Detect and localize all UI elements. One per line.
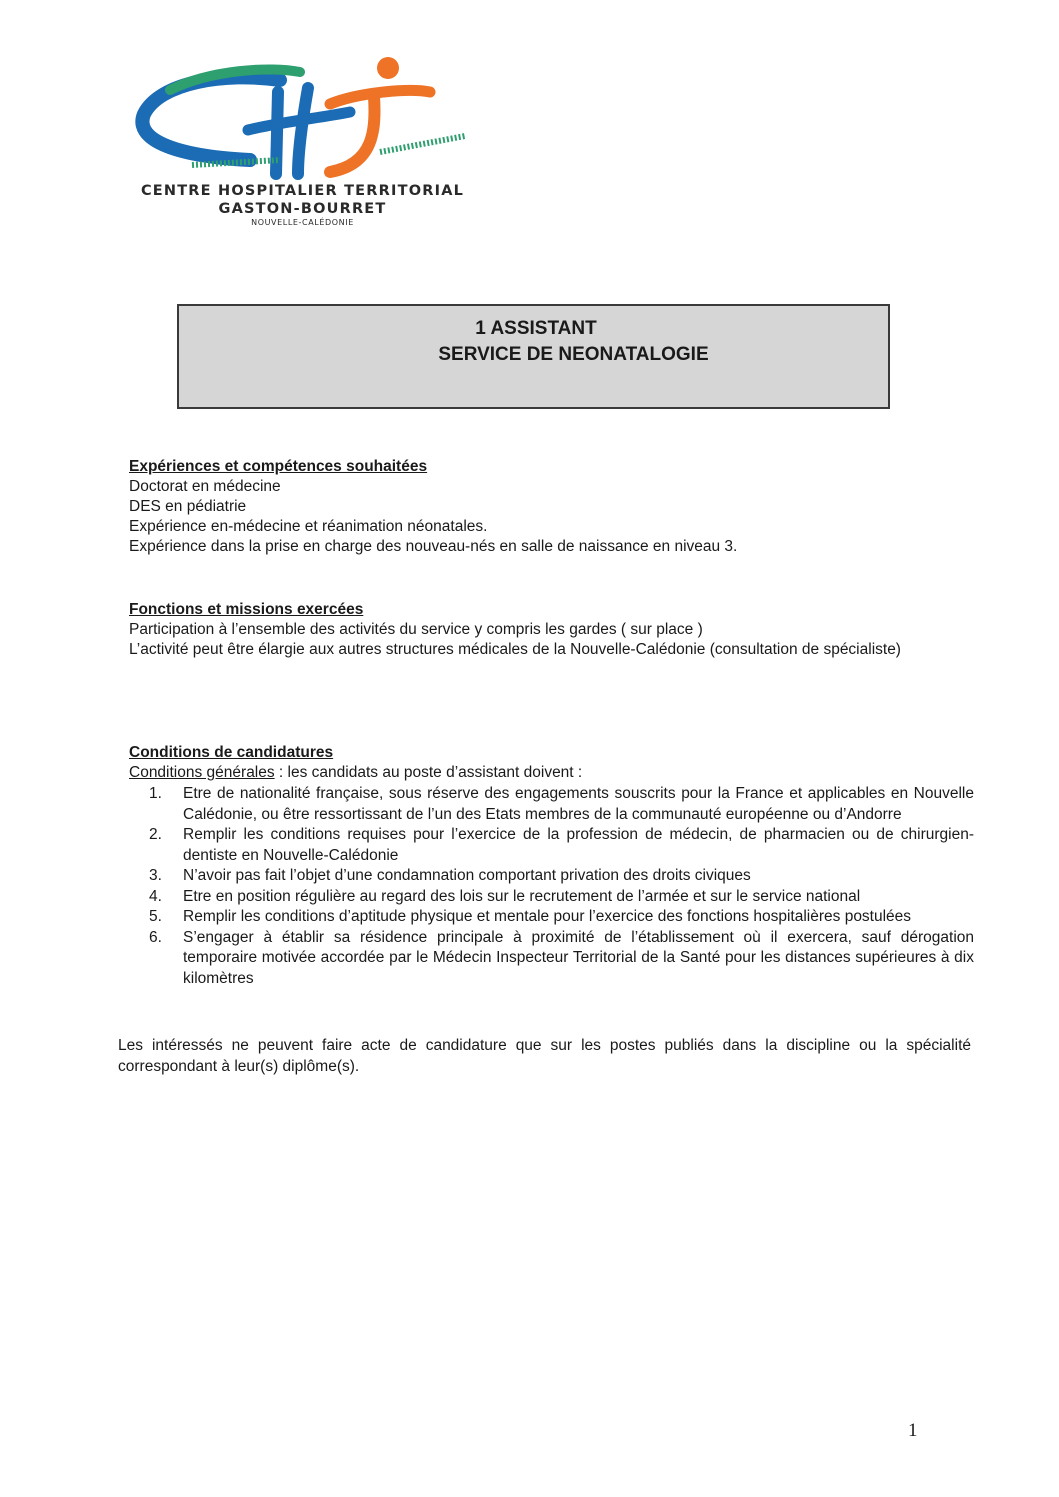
list-item [129, 825, 974, 866]
page-number: 1 [908, 1420, 918, 1441]
list-number: 1. [149, 785, 162, 802]
conditions-subheading: Conditions générales [129, 764, 275, 781]
list-number: 6. [149, 928, 162, 946]
list-number: 5. [149, 908, 162, 925]
job-title: 1 ASSISTANT [475, 318, 597, 339]
logo-text-line1: CENTRE HOSPITALIER TERRITORIAL [140, 183, 465, 199]
list-number: 4. [149, 887, 162, 905]
experiences-section [129, 457, 974, 557]
list-text: Etre de nationalité française, sous réserve des engagements souscrits pour la France et applicables en Nouvelle Calédonie, ou être ressortissant de l’un des Etats membres de la communauté européenne ou d’Andorre [183, 785, 974, 823]
fonctions-section [129, 600, 974, 660]
conditions-intro: : les candidats au poste d’assistant doivent : [274, 764, 583, 781]
list-item [129, 928, 974, 990]
logo-text-line3: NOUVELLE-CALÉDONIE [251, 218, 354, 227]
list-item [129, 784, 974, 825]
experience-line: Expérience dans la prise en charge des nouveau-nés en salle de naissance en niveau 3. [129, 538, 738, 555]
cht-logo-icon [130, 52, 480, 182]
list-text: Etre en position régulière au regard des lois sur le recrutement de l’armée et sur le service national [183, 887, 861, 905]
logo-text-line2: GASTON-BOURRET [218, 201, 387, 217]
fonction-line: L’activité peut être élargie aux autres structures médicales de la Nouvelle-Calédonie (consultation de spécialiste) [129, 641, 901, 658]
list-number: 3. [149, 867, 162, 884]
hospital-logo [130, 52, 480, 232]
list-text: S’engager à établir sa résidence principale à proximité de l’établissement où il exercera, sauf dérogation temporaire motivée accordée par le Médecin Inspecteur Territorial de la Santé pour les distances supérieures à dix kilomètres [183, 928, 974, 987]
conditions-heading: Conditions de candidatures [129, 744, 334, 761]
list-number: 2. [149, 826, 162, 843]
experiences-heading: Expériences et compétences souhaitées [129, 458, 428, 475]
experience-line: Expérience en-médecine et réanimation néonatales. [129, 518, 488, 535]
fonctions-heading: Fonctions et missions exercées [129, 601, 364, 618]
job-service: SERVICE DE NEONATALOGIE [438, 344, 709, 365]
list-item [129, 866, 974, 887]
list-item [129, 887, 974, 908]
fonction-line: Participation à l’ensemble des activités du service y compris les gardes ( sur place ) [129, 621, 703, 638]
list-text: Remplir les conditions requises pour l’exercice de la profession de médecin, de pharmacien ou de chirurgien-dentiste en Nouvelle-Calédonie [183, 826, 974, 864]
experience-line: DES en pédiatrie [129, 498, 247, 515]
experience-line: Doctorat en médecine [129, 478, 281, 495]
job-title-box [177, 304, 890, 409]
conditions-list [129, 784, 974, 989]
list-item [129, 907, 974, 928]
closing-paragraph: Les intéressés ne peuvent faire acte de candidature que sur les postes publiés dans la discipline ou la spécialité correspondant à leur(s) diplôme(s). [118, 1037, 971, 1075]
conditions-section [129, 743, 974, 783]
list-text: Remplir les conditions d’aptitude physique et mentale pour l’exercice des fonctions hospitalières postulées [183, 908, 912, 925]
conditions-intro-line [129, 763, 974, 783]
list-text: N’avoir pas fait l’objet d’une condamnation comportant privation des droits civiques [183, 867, 751, 884]
